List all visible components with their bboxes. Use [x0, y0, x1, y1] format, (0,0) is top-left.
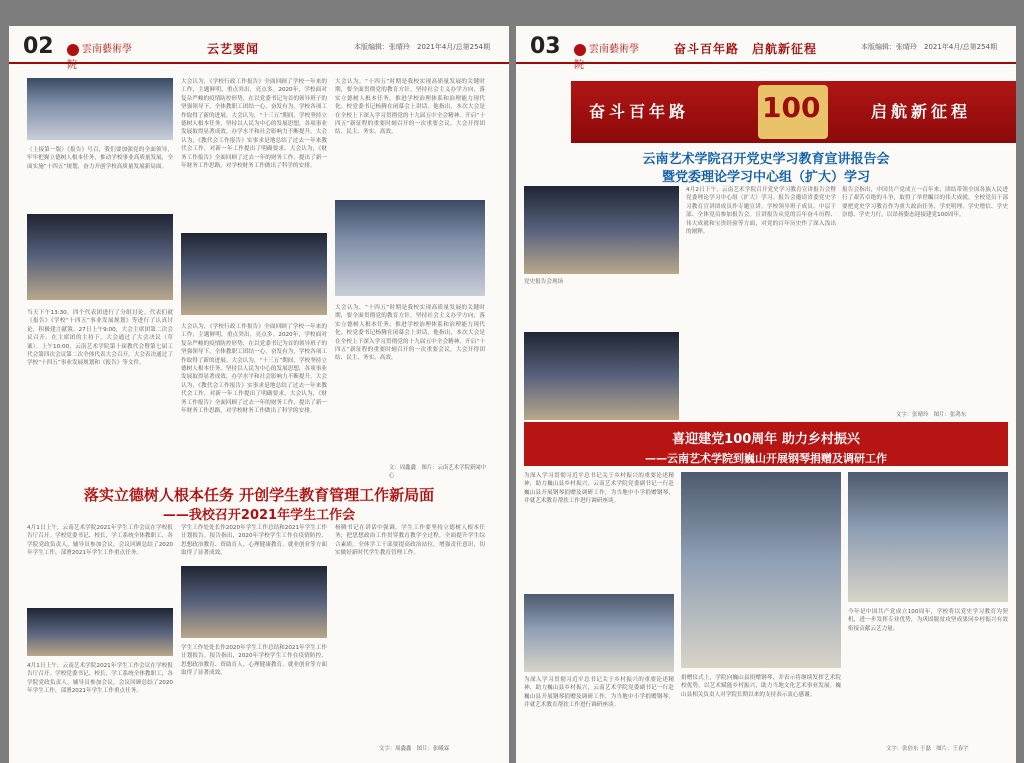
seal-icon	[574, 44, 586, 56]
centenary-emblem-icon	[758, 85, 828, 139]
village-col-1b: 为深入学习贯彻习近平总书记关于乡村振兴的重要论述精神，助力巍山县乡村振兴，云南艺术学院党委副书记一行赴巍山县开展钢琴捐赠及调研工作，为当地中小学捐赠钢琴，并就艺术教育帮扶工作进行调研座谈。	[524, 677, 674, 709]
student-credit: 文字：周鑫鑫 图片：张曦霖	[379, 746, 450, 752]
university-logo	[574, 40, 642, 71]
article-col-3b: 大会认为，“十四五”时期是我校实现高质量发展的关键时期，要全面贯彻党的教育方针，坚持社会主义办学方向，落实立德树人根本任务，推进学校治理体系和治理能力现代化。校党委书记杨腾在闭幕会上讲话。他指出，本次大会是在全校上下深入学习贯彻党的十九届五中全会精神、开启“十四五”新征程的重要时刻召开的一次重要会议。大会开得团结、民主、务实、高效。	[335, 305, 485, 362]
university-logo	[67, 40, 135, 71]
student-meeting-photo	[27, 608, 173, 656]
page-header	[9, 26, 509, 71]
piano-photo	[524, 594, 674, 672]
lecture-col-2: 4月2日下午，云南艺术学院召开党史学习教育宣讲报告会暨党委理论学习中心组（扩大）学习。报告会邀请省委党史学习教育宣讲团成员作专题宣讲。学校领导班子成员、中层干部、全体党员参加报告会。宣讲报告从党的百年奋斗历程、伟大成就和宝贵经验等方面，对党的百年历史作了深入浅出的阐释。	[686, 187, 836, 236]
headline-student-work: 落实立德树人根本任务 开创学生教育管理工作新局面	[83, 486, 435, 504]
lecture-audience-photo	[524, 332, 679, 420]
page-number: 02	[23, 34, 54, 59]
village-credit: 文字：张倍东 于磊 图片：王春宇	[886, 746, 969, 752]
article-col-2b: 大会认为，《学校行政工作报告》全面回顾了学校一年来的工作，主题鲜明，重点突出，亮点多。2020年，学校面对复杂严峻的疫情防控形势，在以党委书记为首的领导班子的坚强领导下，全体教职工团结一心，奋发有为，学校各项工作取得了新的进展。大会认为，“十三五”期间，学校坚持立德树人根本任务，坚持以人民为中心的发展思想，各项事业发展取得显著成效，办学水平和社会影响力不断提升。大会认为，《教代会工作报告》实事求是地总结了过去一年来教代会工作，对新一年工作提出了明确要求。大会认为，《财务工作报告》全面回顾了过去一年的财务工作，提出了新一年财务工作思路，对学校财务工作做出了科学的安排。	[181, 324, 327, 415]
issue-meta: 本版编辑：张晴玲 2021年4月/总第254期	[354, 43, 490, 51]
assembly-photo	[27, 214, 173, 300]
subheadline-lecture: 暨党委理论学习中心组（扩大）学习	[661, 170, 870, 185]
page-header	[516, 26, 1016, 71]
emblem-text: 100	[762, 91, 821, 124]
headline-village: 喜迎建党100周年 助力乡村振兴	[672, 432, 860, 447]
student-hall-photo	[181, 566, 327, 638]
student-col-2b: 学生工作处处长作2020年学生工作总结和2021年学生工作计划报告。报告指出，2020年学校学生工作在疫情防控、思想政治教育、资助育人、心理健康教育、就业创业等方面取得了显著成效。	[181, 645, 327, 677]
banner-left-title: 奋斗百年路	[589, 102, 690, 121]
lecture-col-3: 报告会指出，中国共产党成立一百年来，团结带领全国各族人民进行了艰苦卓绝的斗争，取得了举世瞩目的伟大成就。全校党员干部要把党史学习教育作为重大政治任务，学史明理、学史增信、学史崇德、学史力行，以昂扬姿态迎接建党100周年。	[842, 187, 1008, 219]
subheadline-student-work: ——我校召开2021年学生工作会	[162, 508, 356, 523]
hall-photo	[181, 233, 327, 315]
intro-text: （上接第一版）《报告》号召，我们要加强党的全面领导，牢牢把握立德树人根本任务，推动学校事业高质量发展，全面实施“十四五”规划，奋力开创学校高质量发展新局面。	[27, 147, 173, 170]
student-col-1: 4月1日上午，云南艺术学院2021年学生工作会议在学校报告厅召开。学校党委书记、校长，学工系统全体教职工，各学院党政负责人，辅导员参加会议。会议回顾总结了2020年学生工作，部署2021年学生工作重点任务。	[27, 525, 173, 557]
section-title: 奋斗百年路 启航新征程	[674, 42, 818, 56]
village-col-3: 今年是中国共产党成立100周年，学校将以党史学习教育为契机，进一步发挥专业优势，为巩固脱贫攻坚成果同乡村振兴有效衔接贡献云艺力量。	[848, 609, 1008, 632]
centenary-banner	[571, 81, 1016, 143]
student-col-1b: 4月1日上午，云南艺术学院2021年学生工作会议在学校报告厅召开。学校党委书记、校长，学工系统全体教职工，各学院党政负责人，辅导员参加会议。会议回顾总结了2020年学生工作，部署2021年学生工作重点任务。	[27, 663, 173, 695]
subheadline-village: ——云南艺术学院到巍山开展钢琴捐赠及调研工作	[645, 452, 887, 465]
page-number: 03	[530, 34, 561, 59]
lecture-hall-photo	[524, 186, 679, 274]
speech-photo	[335, 200, 485, 296]
article-col-3: 大会认为，“十四五”时期是我校实现高质量发展的关键时期，要全面贯彻党的教育方针，坚持社会主义办学方向，落实立德树人根本任务，推进学校治理体系和治理能力现代化。校党委书记杨腾在闭幕会上讲话。他指出，本次大会是在全校上下深入学习贯彻党的十九届五中全会精神、开启“十四五”新征程的重要时刻召开的一次重要会议。大会开得团结、民主、务实、高效。	[335, 79, 485, 136]
student-col-2: 学生工作处处长作2020年学生工作总结和2021年学生工作计划报告。报告指出，2020年学校学生工作在疫情防控、思想政治教育、资助育人、心理健康教育、就业创业等方面取得了显著成效。	[181, 525, 327, 557]
lecture-credit: 文字：张晴玲 图片：张鸿东	[896, 412, 967, 418]
logo-text: 雲南藝術學院	[67, 44, 132, 71]
photo-credit: 文：周鑫鑫 图片：云南艺术学院新闻中心	[389, 465, 487, 479]
seal-icon	[67, 44, 79, 56]
article-col-2: 大会认为，《学校行政工作报告》全面回顾了学校一年来的工作，主题鲜明，重点突出，亮点多。2020年，学校面对复杂严峻的疫情防控形势，在以党委书记为首的领导班子的坚强领导下，全体教职工团结一心，奋发有为，学校各项工作取得了新的进展。大会认为，“十三五”期间，学校坚持立德树人根本任务，坚持以人民为中心的发展思想，各项事业发展取得显著成效，办学水平和社会影响力不断提升。大会认为，《教代会工作报告》实事求是地总结了过去一年来教代会工作，对新一年工作提出了明确要求。大会认为，《财务工作报告》全面回顾了过去一年的财务工作，提出了新一年财务工作思路，对学校财务工作做出了科学的安排。	[181, 79, 327, 170]
article-col-1: 当天下午13:30，四个代表团进行了分组讨论。代表们就《报告》《学校“十四五”事业发展规划》等进行了认真讨论，积极建言献策。27日上午9:00，大会主席团第二次会议召开。在主席团的主持下，大会通过了大会决议（草案）。上午10:00，云南艺术学院第十届教代会暨第七届工代会第四次会议第二次全体代表大会召开。大会表决通过了学校“十四五”事业发展规划和《报告》等文件。	[27, 310, 173, 367]
left-page	[9, 26, 509, 763]
banner-right-title: 启航新征程	[871, 102, 972, 121]
meeting-photo	[27, 78, 173, 140]
issue-meta: 本版编辑：张晴玲 2021年4月/总第254期	[861, 43, 997, 51]
village-col-2: 捐赠仪式上，学院向巍山县捐赠钢琴，并表示将继续发挥艺术院校优势，以艺术赋能乡村振兴，助力当地文化艺术事业发展。巍山县相关负责人对学院长期以来的支持表示衷心感谢。	[681, 675, 841, 698]
village-headline-band	[524, 422, 1008, 466]
section-title: 云艺要闻	[207, 42, 260, 56]
donation-photo	[681, 472, 841, 668]
village-col-1: 为深入学习贯彻习近平总书记关于乡村振兴的重要论述精神，助力巍山县乡村振兴，云南艺术学院党委副书记一行赴巍山县开展钢琴捐赠及调研工作，为当地中小学捐赠钢琴，并就艺术教育帮扶工作进行调研座谈。	[524, 473, 674, 505]
student-col-3: 杨腾书记在讲话中强调，学生工作要坚持立德树人根本任务，把思想政治工作贯穿教育教学全过程，全面提升学生综合素质。全体学工干部要提高政治站位，增强责任意识，切实做好新时代学生教育管理工作。	[335, 525, 485, 557]
lecture-caption: 党史报告会现场	[524, 279, 564, 285]
headline-lecture: 云南艺术学院召开党史学习教育宣讲报告会	[642, 152, 890, 167]
school-photo	[848, 472, 1008, 602]
logo-text: 雲南藝術學院	[574, 44, 639, 71]
right-page	[516, 26, 1016, 763]
